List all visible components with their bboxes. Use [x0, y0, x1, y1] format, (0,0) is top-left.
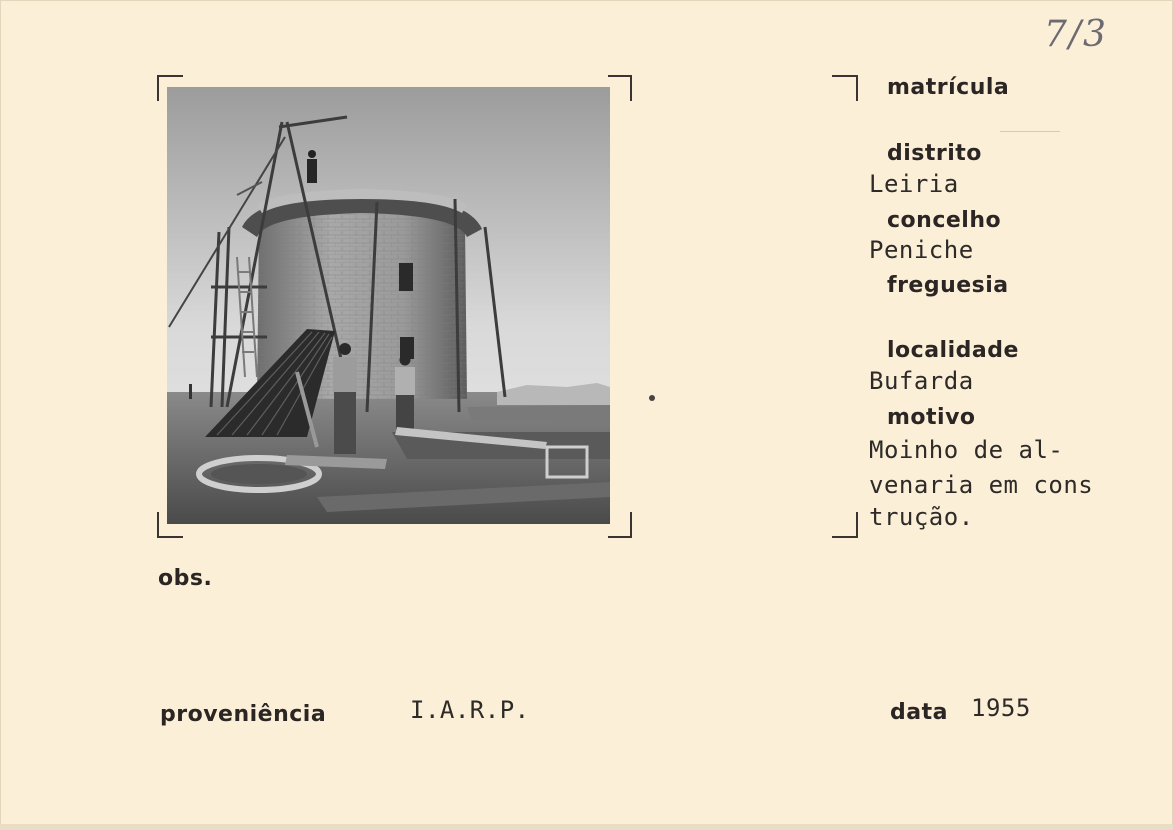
motivo-line-2: venaria em cons: [869, 471, 1094, 499]
proveniencia-label: proveniência: [160, 702, 327, 727]
freguesia-label: freguesia: [887, 273, 1009, 298]
distrito-label: distrito: [887, 141, 982, 166]
data-value: 1955: [971, 694, 1031, 722]
card-bottom-edge: [0, 824, 1173, 830]
crop-mark-bottom-right: [608, 512, 632, 538]
obs-label: obs.: [158, 566, 213, 591]
data-label: data: [890, 700, 948, 725]
crop-mark-top-right: [608, 75, 632, 101]
windmill-photograph: [167, 87, 610, 524]
concelho-label: concelho: [887, 208, 1002, 233]
concelho-value: Peniche: [869, 236, 974, 264]
motivo-line-3: trução.: [869, 503, 974, 531]
localidade-label: localidade: [887, 338, 1019, 363]
handwritten-catalog-number: 7/3: [1044, 14, 1108, 55]
motivo-label: motivo: [887, 405, 976, 430]
matricula-label: matrícula: [887, 75, 1010, 100]
paper-dot: [649, 395, 655, 401]
distrito-value: Leiria: [869, 170, 959, 198]
faint-mark: [1000, 131, 1060, 132]
windmill-photo-illustration: [167, 87, 610, 524]
field-mark-top: [832, 75, 858, 101]
proveniencia-value: I.A.R.P.: [410, 696, 530, 724]
field-mark-bottom: [832, 512, 858, 538]
motivo-line-1: Moinho de al-: [869, 436, 1064, 464]
localidade-value: Bufarda: [869, 367, 974, 395]
